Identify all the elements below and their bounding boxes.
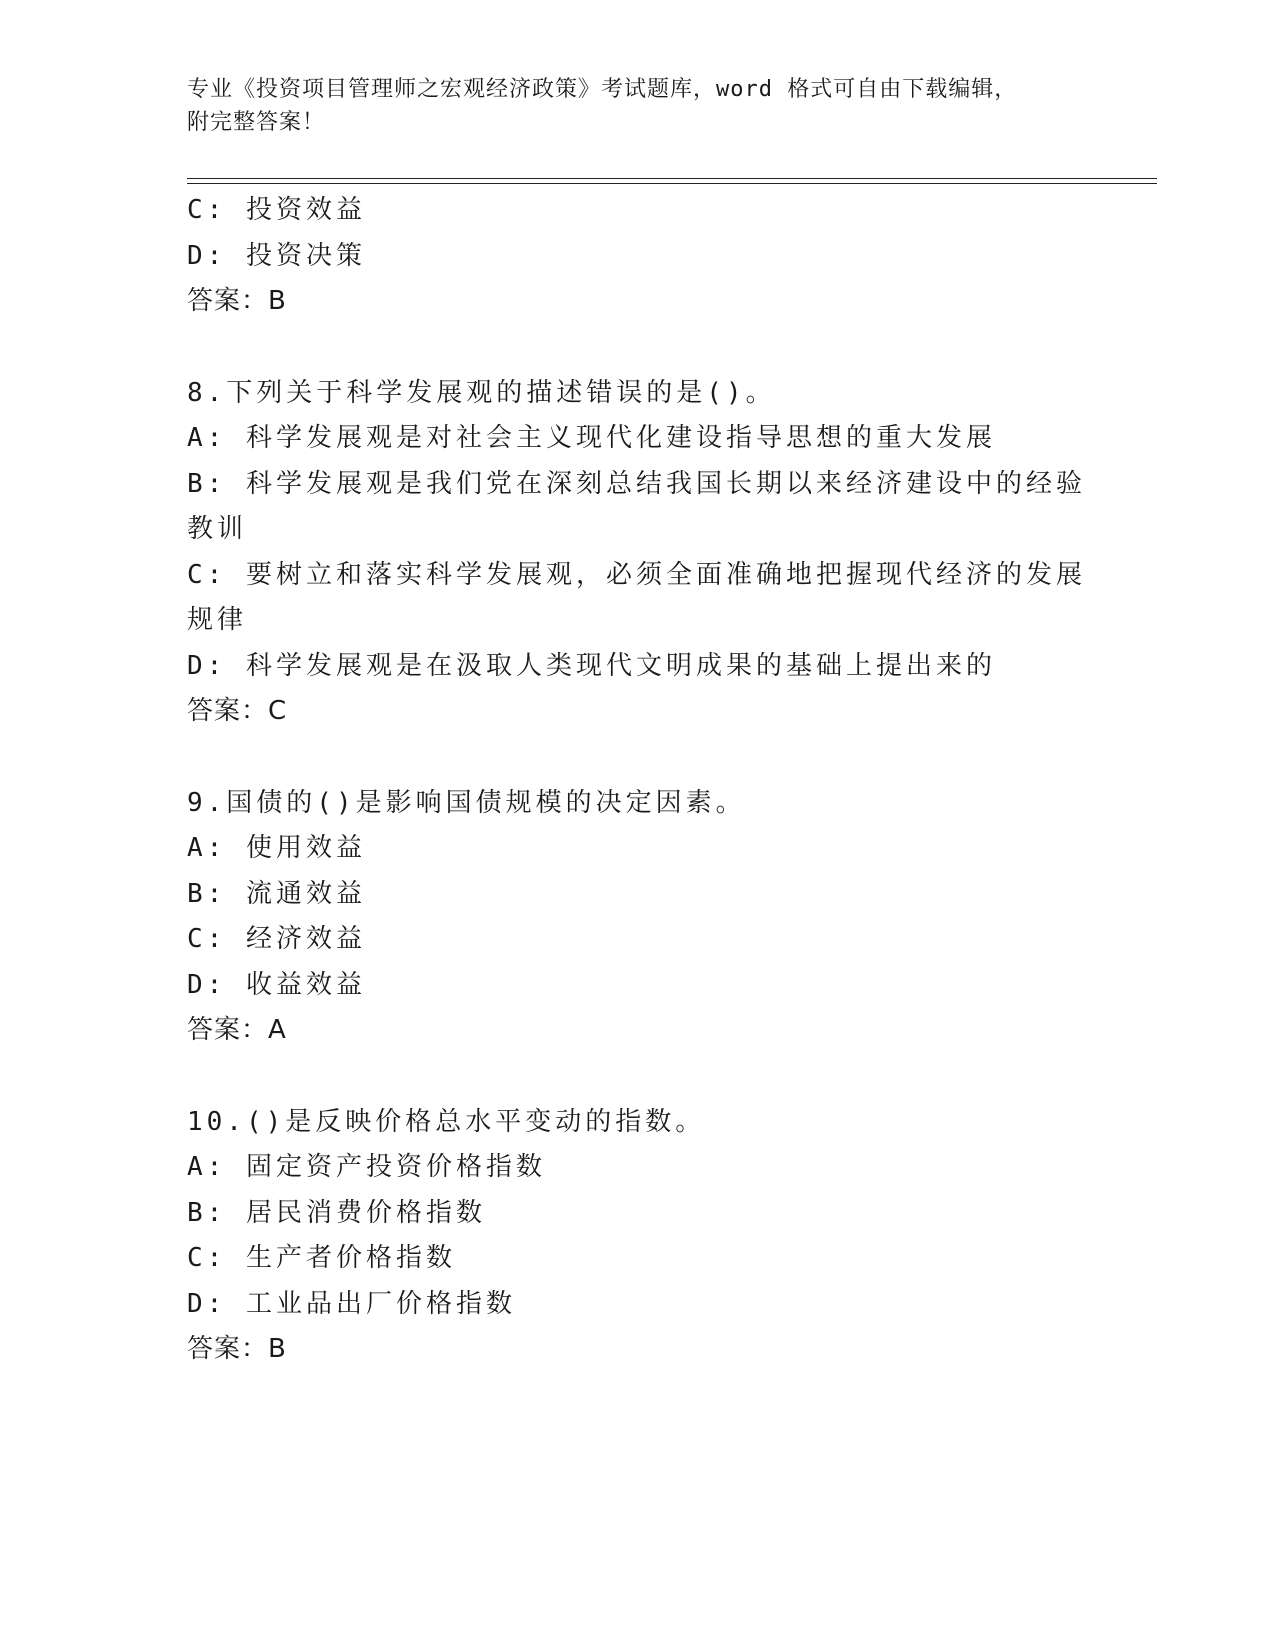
header-divider-bottom: [187, 183, 1157, 184]
option-text: 经济效益: [245, 924, 366, 954]
option-text: 流通效益: [245, 878, 366, 909]
option-a: [187, 826, 1087, 872]
option-text: 生产者价格指数: [245, 1243, 456, 1273]
option-label: A:: [187, 1152, 227, 1182]
option-text: 投资效益: [245, 195, 366, 225]
option-text: 使用效益: [245, 833, 366, 863]
previous-question-tail: [187, 188, 1087, 325]
header-divider-top: [187, 178, 1157, 179]
option-d: [187, 644, 1087, 690]
option-label: D:: [187, 650, 227, 681]
question-8: [187, 371, 1087, 735]
option-text: 科学发展观是对社会主义现代化建设指导思想的重大发展: [245, 423, 996, 453]
option-text: 固定资产投资价格指数: [245, 1152, 546, 1182]
option-b: [187, 462, 1087, 553]
question-stem: 8.下列关于科学发展观的描述错误的是()。: [187, 377, 776, 408]
option-d: [187, 1282, 1087, 1328]
option-label: B:: [187, 878, 227, 909]
question-stem: 10.()是反映价格总水平变动的指数。: [187, 1106, 706, 1137]
answer-line: 答案：C: [187, 696, 288, 726]
answer-line: 答案：B: [187, 1334, 287, 1364]
option-c: [187, 553, 1087, 644]
option-label: A:: [187, 423, 227, 453]
option-label: C:: [187, 1243, 227, 1273]
option-text: 投资决策: [245, 240, 366, 271]
header-line-1: 专业《投资项目管理师之宏观经济政策》考试题库，word 格式可自由下载编辑，: [187, 77, 1018, 102]
option-label: C:: [187, 195, 227, 225]
option-text: 要树立和落实科学发展观，必须全面准确地把握现代经济的发展规律: [187, 559, 1086, 635]
option-d: [187, 963, 1087, 1009]
answer-line: 答案：A: [187, 1015, 287, 1045]
header-line-2: 附完整答案！: [187, 110, 326, 135]
question-stem: 9.国债的()是影响国债规模的决定因素。: [187, 787, 746, 818]
question-10: [187, 1100, 1087, 1373]
option-label: B:: [187, 1197, 227, 1228]
option-a: [187, 416, 1087, 462]
option-a: [187, 1145, 1087, 1191]
option-label: D:: [187, 240, 227, 271]
option-text: 工业品出厂价格指数: [245, 1288, 516, 1319]
option-text: 科学发展观是我们党在深刻总结我国长期以来经济建设中的经验教训: [187, 468, 1086, 544]
question-9: [187, 781, 1087, 1054]
option-label: B:: [187, 468, 227, 499]
option-c: [187, 917, 1087, 963]
option-label: C:: [187, 559, 227, 590]
option-label: D:: [187, 1288, 227, 1319]
option-label: D:: [187, 969, 227, 1000]
option-c: [187, 1236, 1087, 1282]
option-text: 居民消费价格指数: [245, 1197, 486, 1228]
option-b: [187, 872, 1087, 918]
option-c: [187, 188, 1087, 234]
option-d: [187, 234, 1087, 280]
option-label: C:: [187, 924, 227, 954]
option-text: 收益效益: [245, 969, 366, 1000]
question-content: [187, 188, 1087, 1373]
document-header: [187, 73, 1067, 139]
option-label: A:: [187, 833, 227, 863]
answer-line: 答案：B: [187, 286, 287, 316]
option-text: 科学发展观是在汲取人类现代文明成果的基础上提出来的: [245, 650, 996, 681]
option-b: [187, 1191, 1087, 1237]
